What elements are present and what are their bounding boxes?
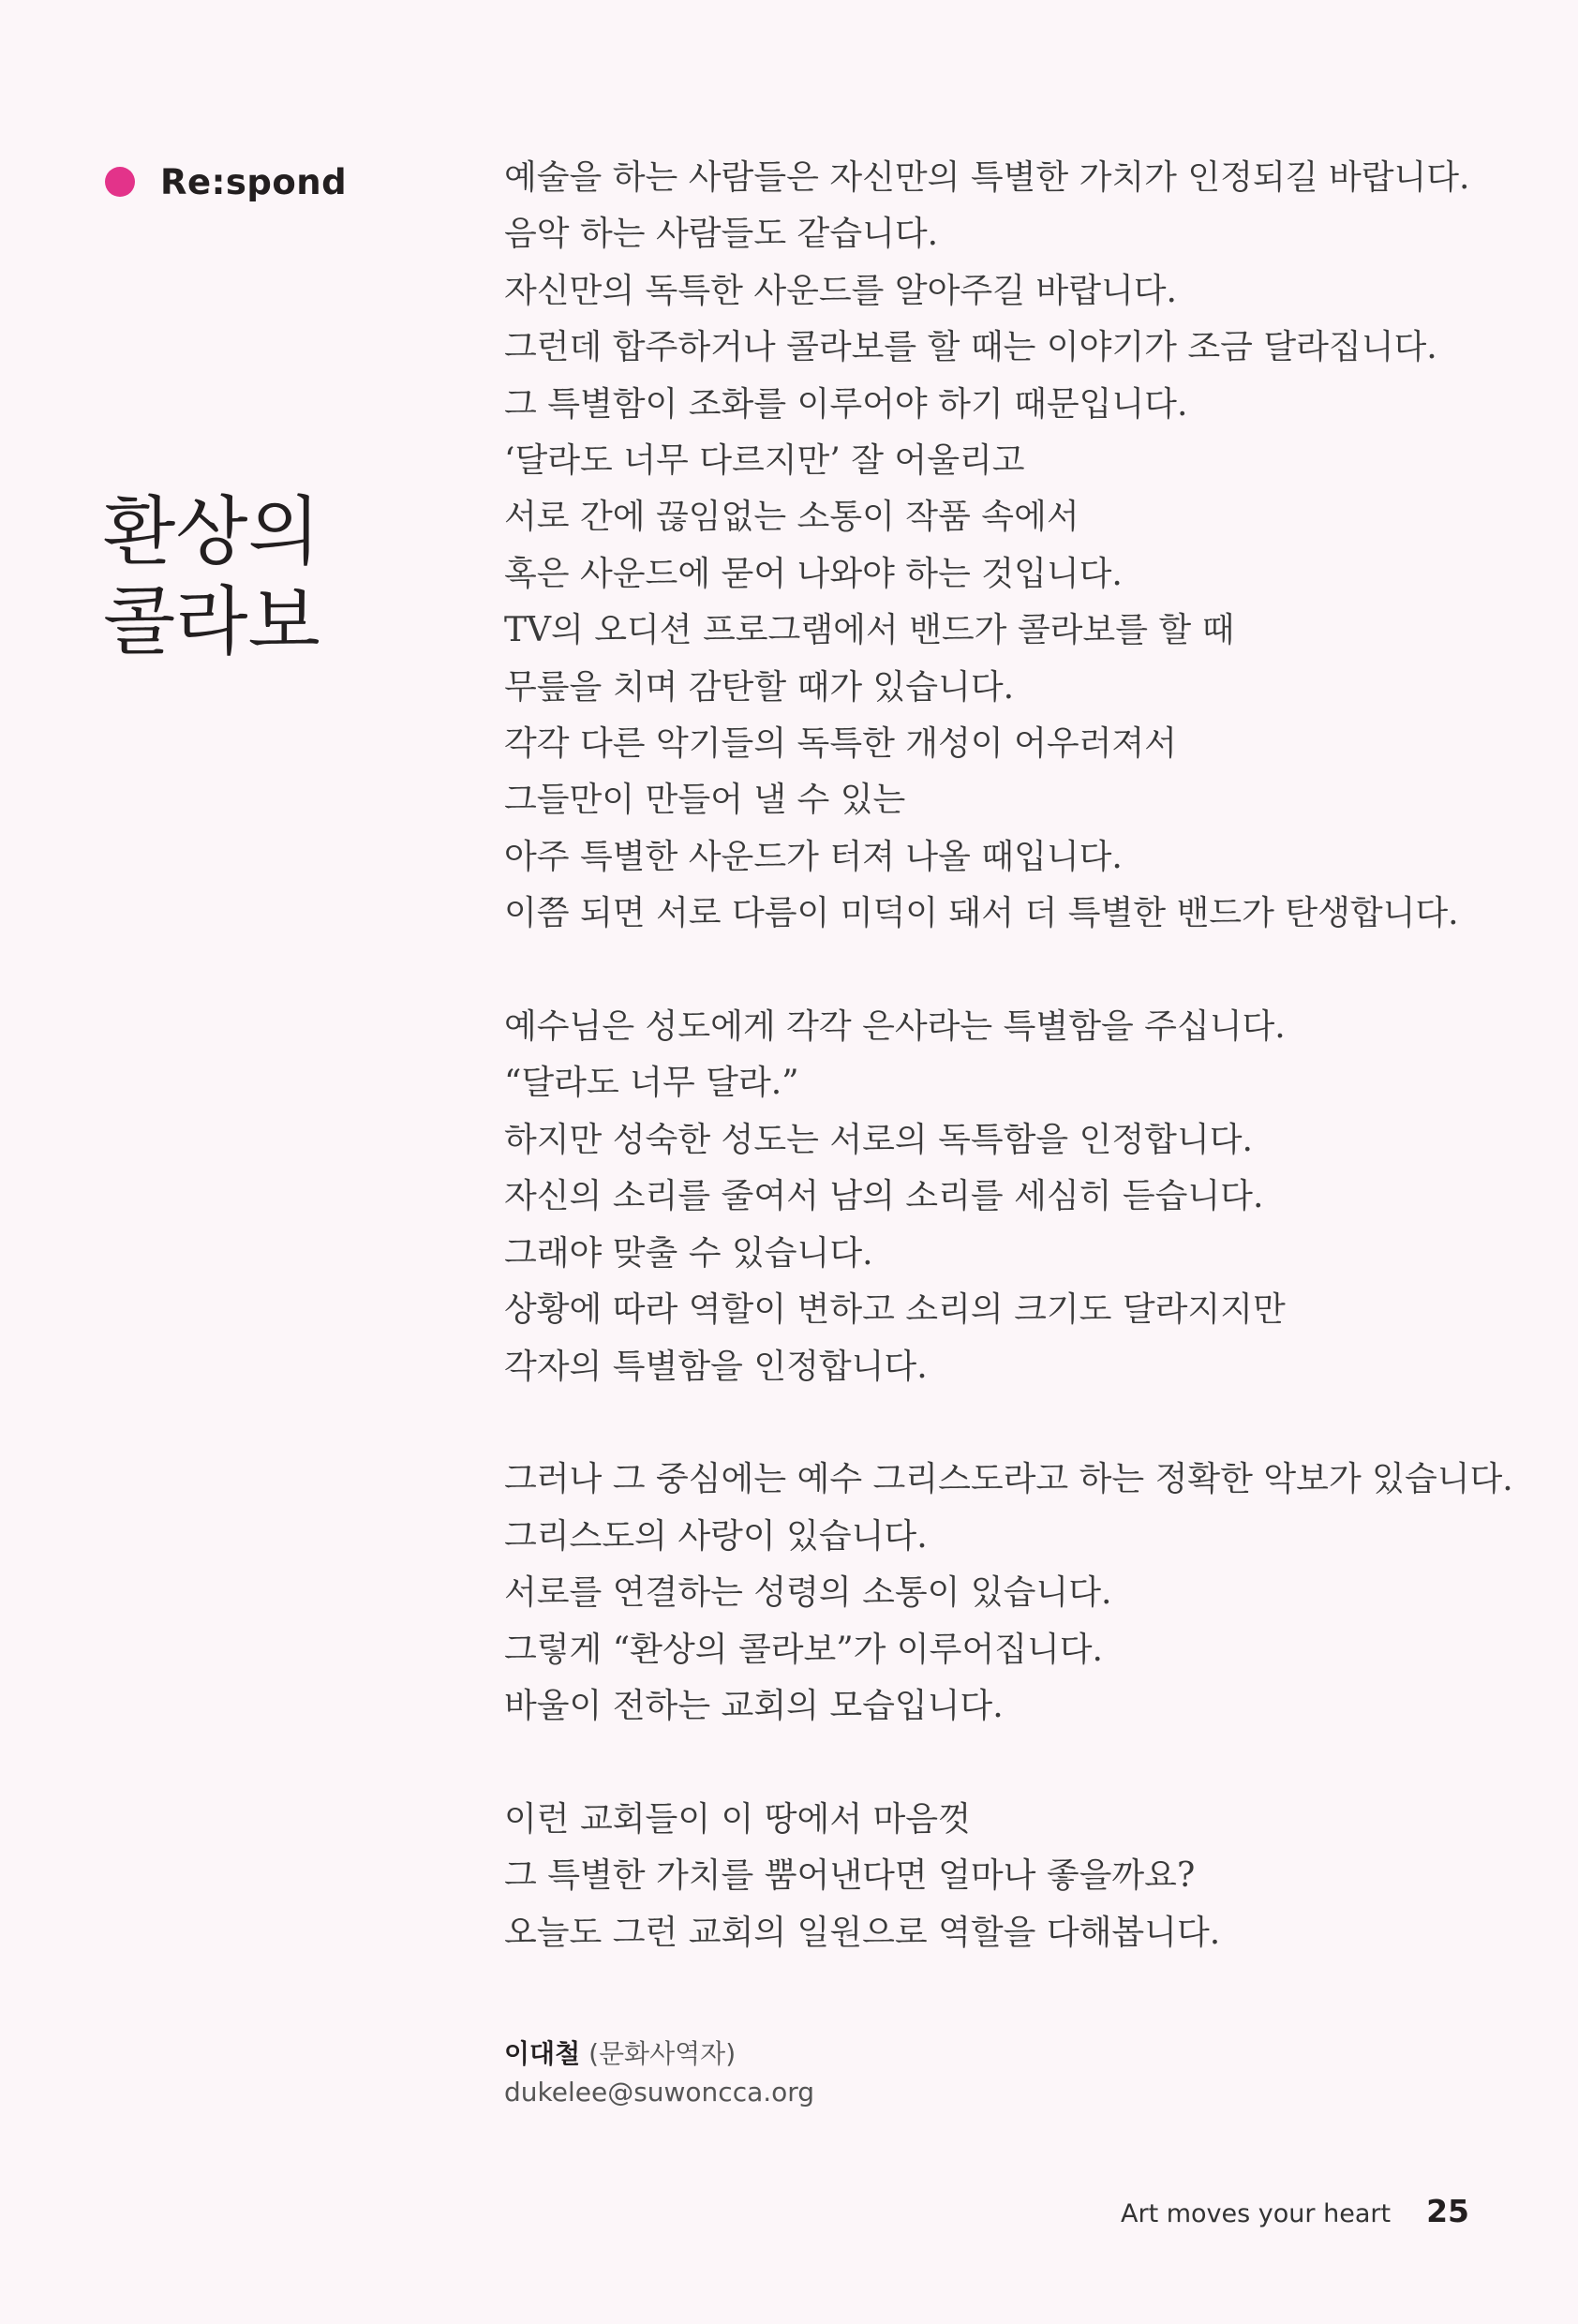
body-paragraph (504, 150, 1497, 943)
body-line: 이런 교회들이 이 땅에서 마음껏 (504, 1799, 971, 1839)
body-line: 그 특별한 가치를 뿜어낸다면 얼마나 좋을까요? (504, 1856, 1196, 1896)
body-line: 무릎을 치며 감탄할 때가 있습니다. (504, 667, 1015, 707)
body-line: 각각 다른 악기들의 독특한 개성이 어우러져서 (504, 724, 1177, 764)
body-line: “달라도 너무 달라.” (504, 1064, 799, 1103)
body-paragraph (504, 1792, 1497, 1961)
body-line: 서로 간에 끊임없는 소통이 작품 속에서 (504, 498, 1079, 537)
body-line: 자신의 소리를 줄여서 남의 소리를 세심히 듣습니다. (504, 1177, 1264, 1216)
body-line: 그 특별함이 조화를 이루어야 하기 때문입니다. (504, 384, 1188, 424)
body-line: 음악 하는 사람들도 같습니다. (504, 215, 939, 254)
body-line: 그렇게 “환상의 콜라보”가 이루어집니다. (504, 1630, 1103, 1669)
section-tag (105, 159, 347, 204)
footer-tagline: Art moves your heart (1121, 2199, 1392, 2228)
author-byline (504, 2035, 814, 2073)
title-line: 환상의 (103, 488, 320, 575)
body-line: 각자의 특별함을 인정합니다. (504, 1347, 928, 1386)
body-line: 그들만이 만들어 낼 수 있는 (504, 781, 906, 820)
author-email: dukelee@suwoncca.org (504, 2077, 815, 2108)
section-label: Re:spond (160, 161, 348, 202)
body-line: 자신만의 독특한 사운드를 알아주길 바랍니다. (504, 271, 1177, 310)
body-line: 상황에 따라 역할이 변하고 소리의 크기도 달라지지만 (504, 1290, 1286, 1330)
body-line: 그리스도의 사랑이 있습니다. (504, 1516, 928, 1556)
title-line: 콜라보 (103, 578, 320, 665)
page-number: 25 (1426, 2193, 1469, 2229)
body-line: TV의 오디션 프로그램에서 밴드가 콜라보를 할 때 (504, 611, 1235, 650)
author-credit (504, 2035, 814, 2112)
body-line: 하지만 성숙한 성도는 서로의 독특함을 인정합니다. (504, 1120, 1253, 1159)
body-line: 서로를 연결하는 성령의 소통이 있습니다. (504, 1573, 1112, 1613)
article-body (504, 150, 1513, 1961)
body-line: 예술을 하는 사람들은 자신만의 특별한 가치가 인정되길 바랍니다. (504, 158, 1470, 197)
body-paragraph (504, 1452, 1513, 1735)
body-line: 그래야 맞출 수 있습니다. (504, 1233, 873, 1273)
page-footer (1121, 2193, 1469, 2229)
author-name: 이대철 (504, 2038, 581, 2069)
body-line: 그러나 그 중심에는 예수 그리스도라고 하는 정확한 악보가 있습니다. (504, 1460, 1513, 1499)
body-line: 바울이 전하는 교회의 모습입니다. (504, 1686, 1004, 1725)
body-line: 아주 특별한 사운드가 터져 나올 때입니다. (504, 837, 1123, 876)
article-title (103, 487, 320, 667)
body-paragraph (504, 999, 1497, 1395)
body-line: 이쯤 되면 서로 다름이 미덕이 돼서 더 특별한 밴드가 탄생합니다. (504, 894, 1459, 933)
pink-dot-icon (105, 167, 135, 197)
author-role: (문화사역자) (588, 2038, 737, 2069)
body-line: 혹은 사운드에 묻어 나와야 하는 것입니다. (504, 554, 1123, 593)
body-line: 그런데 합주하거나 콜라보를 할 때는 이야기가 조금 달라집니다. (504, 328, 1437, 367)
body-line: 오늘도 그런 교회의 일원으로 역할을 다해봅니다. (504, 1913, 1221, 1952)
body-line: ‘달라도 너무 다르지만’ 잘 어울리고 (504, 441, 1025, 481)
body-line: 예수님은 성도에게 각각 은사라는 특별함을 주십니다. (504, 1007, 1286, 1047)
